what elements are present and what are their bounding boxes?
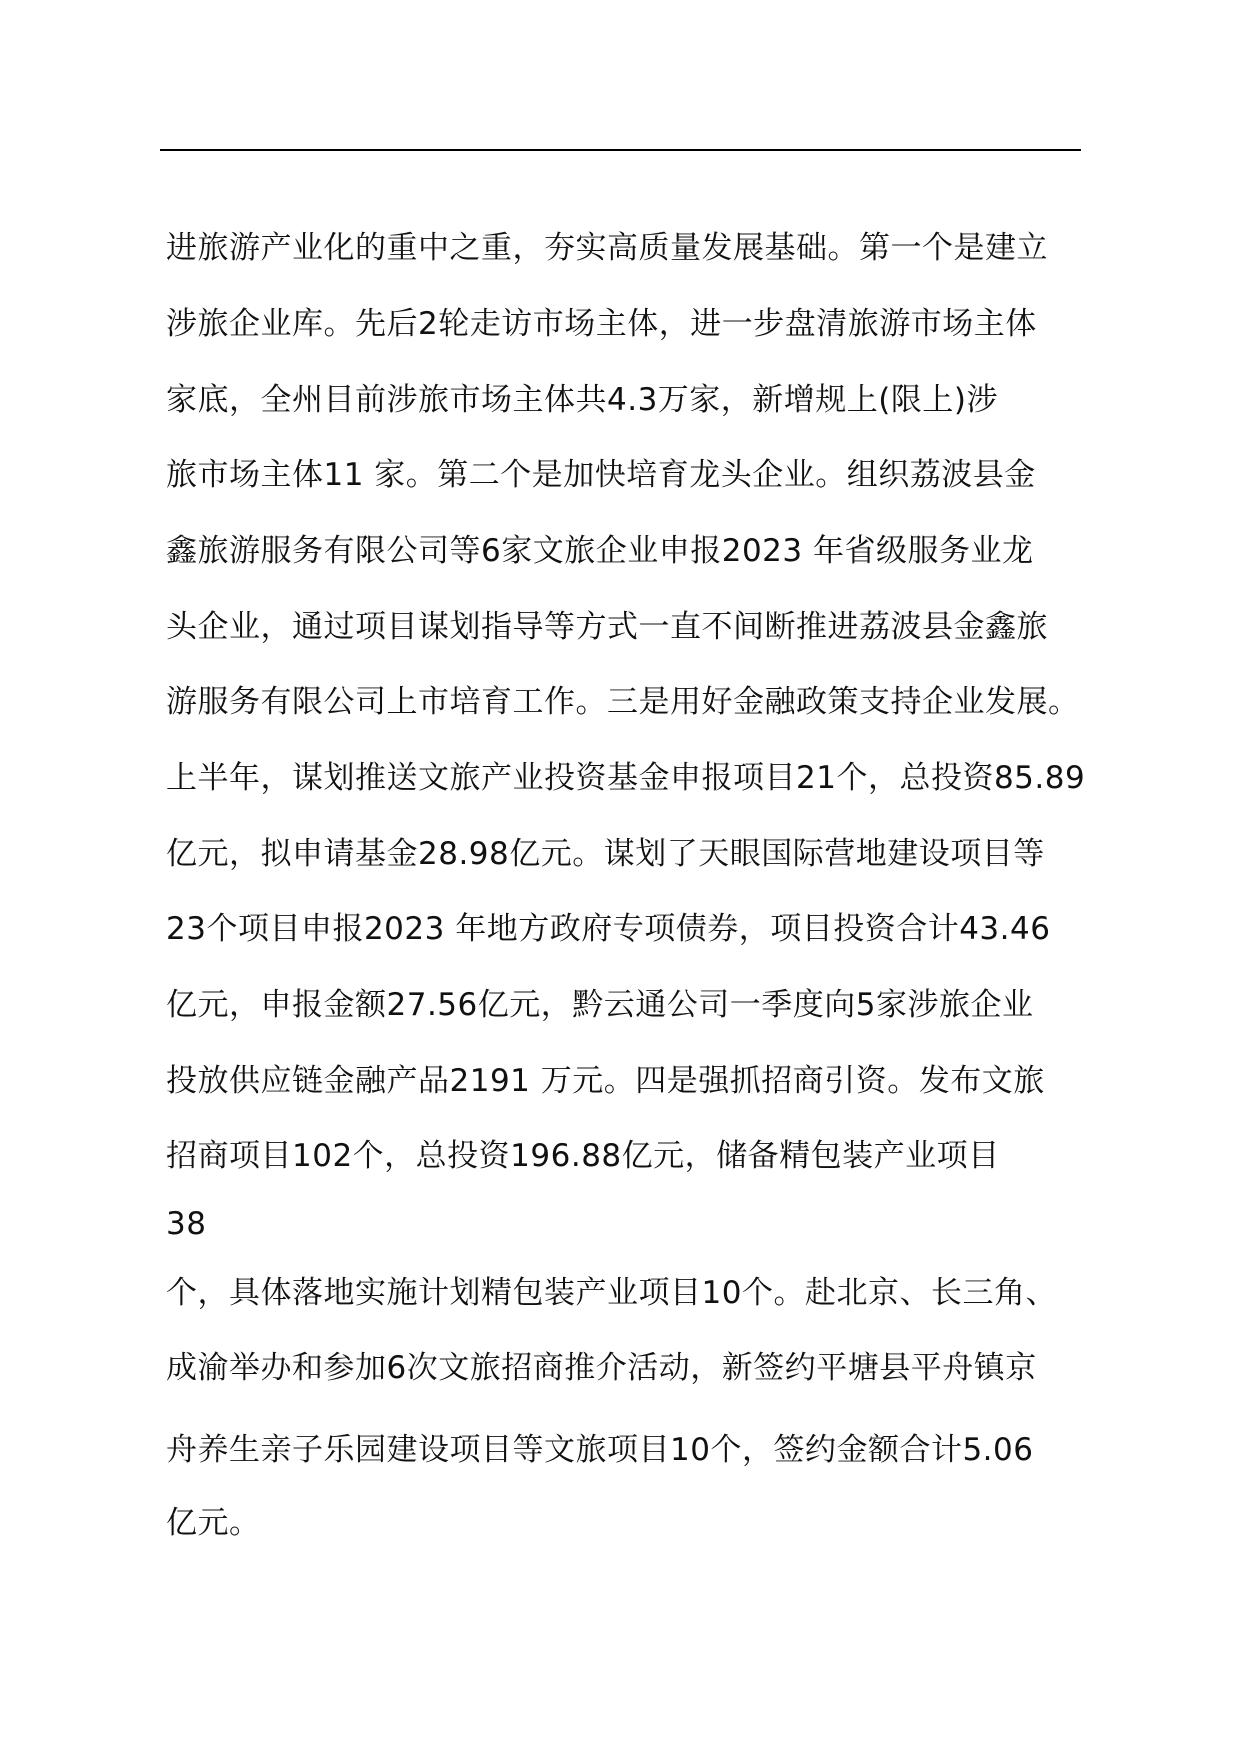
text-line: 成渝举办和参加6次文旅招商推介活动，新签约平塘县平舟镇京 — [166, 1350, 1037, 1386]
text-line: 个，具体落地实施计划精包装产业项目10个。赴北京、长三角、 — [166, 1275, 1057, 1311]
text-line: 亿元。 — [166, 1505, 261, 1541]
text-line: 涉旅企业库。先后2轮走访市场主体，进一步盘清旅游市场主体 — [166, 306, 1037, 342]
text-line: 亿元，申报金额27.56亿元，黔云通公司一季度向5家涉旅企业 — [166, 987, 1034, 1023]
text-line: 家底，全州目前涉旅市场主体共4.3万家，新增规上(限上)涉 — [166, 382, 998, 418]
text-line: 头企业，通过项目谋划指导等方式一直不间断推进荔波县金鑫旅 — [166, 609, 1048, 645]
text-line: 鑫旅游服务有限公司等6家文旅企业申报2023 年省级服务业龙 — [166, 533, 1034, 569]
text-line: 投放供应链金融产品2191 万元。四是强抓招商引资。发布文旅 — [166, 1063, 1045, 1099]
text-line: 游服务有限公司上市培育工作。三是用好金融政策支持企业发展。 — [166, 684, 1080, 720]
text-line: 进旅游产业化的重中之重，夯实高质量发展基础。第一个是建立 — [166, 230, 1048, 266]
header-rule — [160, 149, 1081, 151]
text-line: 38 — [166, 1206, 207, 1242]
text-line: 舟养生亲子乐园建设项目等文旅项目10个，签约金额合计5.06 — [166, 1432, 1034, 1468]
text-line: 招商项目102个，总投资196.88亿元，储备精包装产业项目 — [166, 1138, 1000, 1174]
text-line: 23个项目申报2023 年地方政府专项债券，项目投资合计43.46 — [166, 911, 1051, 947]
text-line: 旅市场主体11 家。第二个是加快培育龙头企业。组织荔波县金 — [166, 457, 1036, 493]
text-line: 亿元，拟申请基金28.98亿元。谋划了天眼国际营地建设项目等 — [166, 836, 1045, 872]
text-line: 上半年，谋划推送文旅产业投资基金申报项目21个，总投资85.89 — [166, 760, 1086, 796]
